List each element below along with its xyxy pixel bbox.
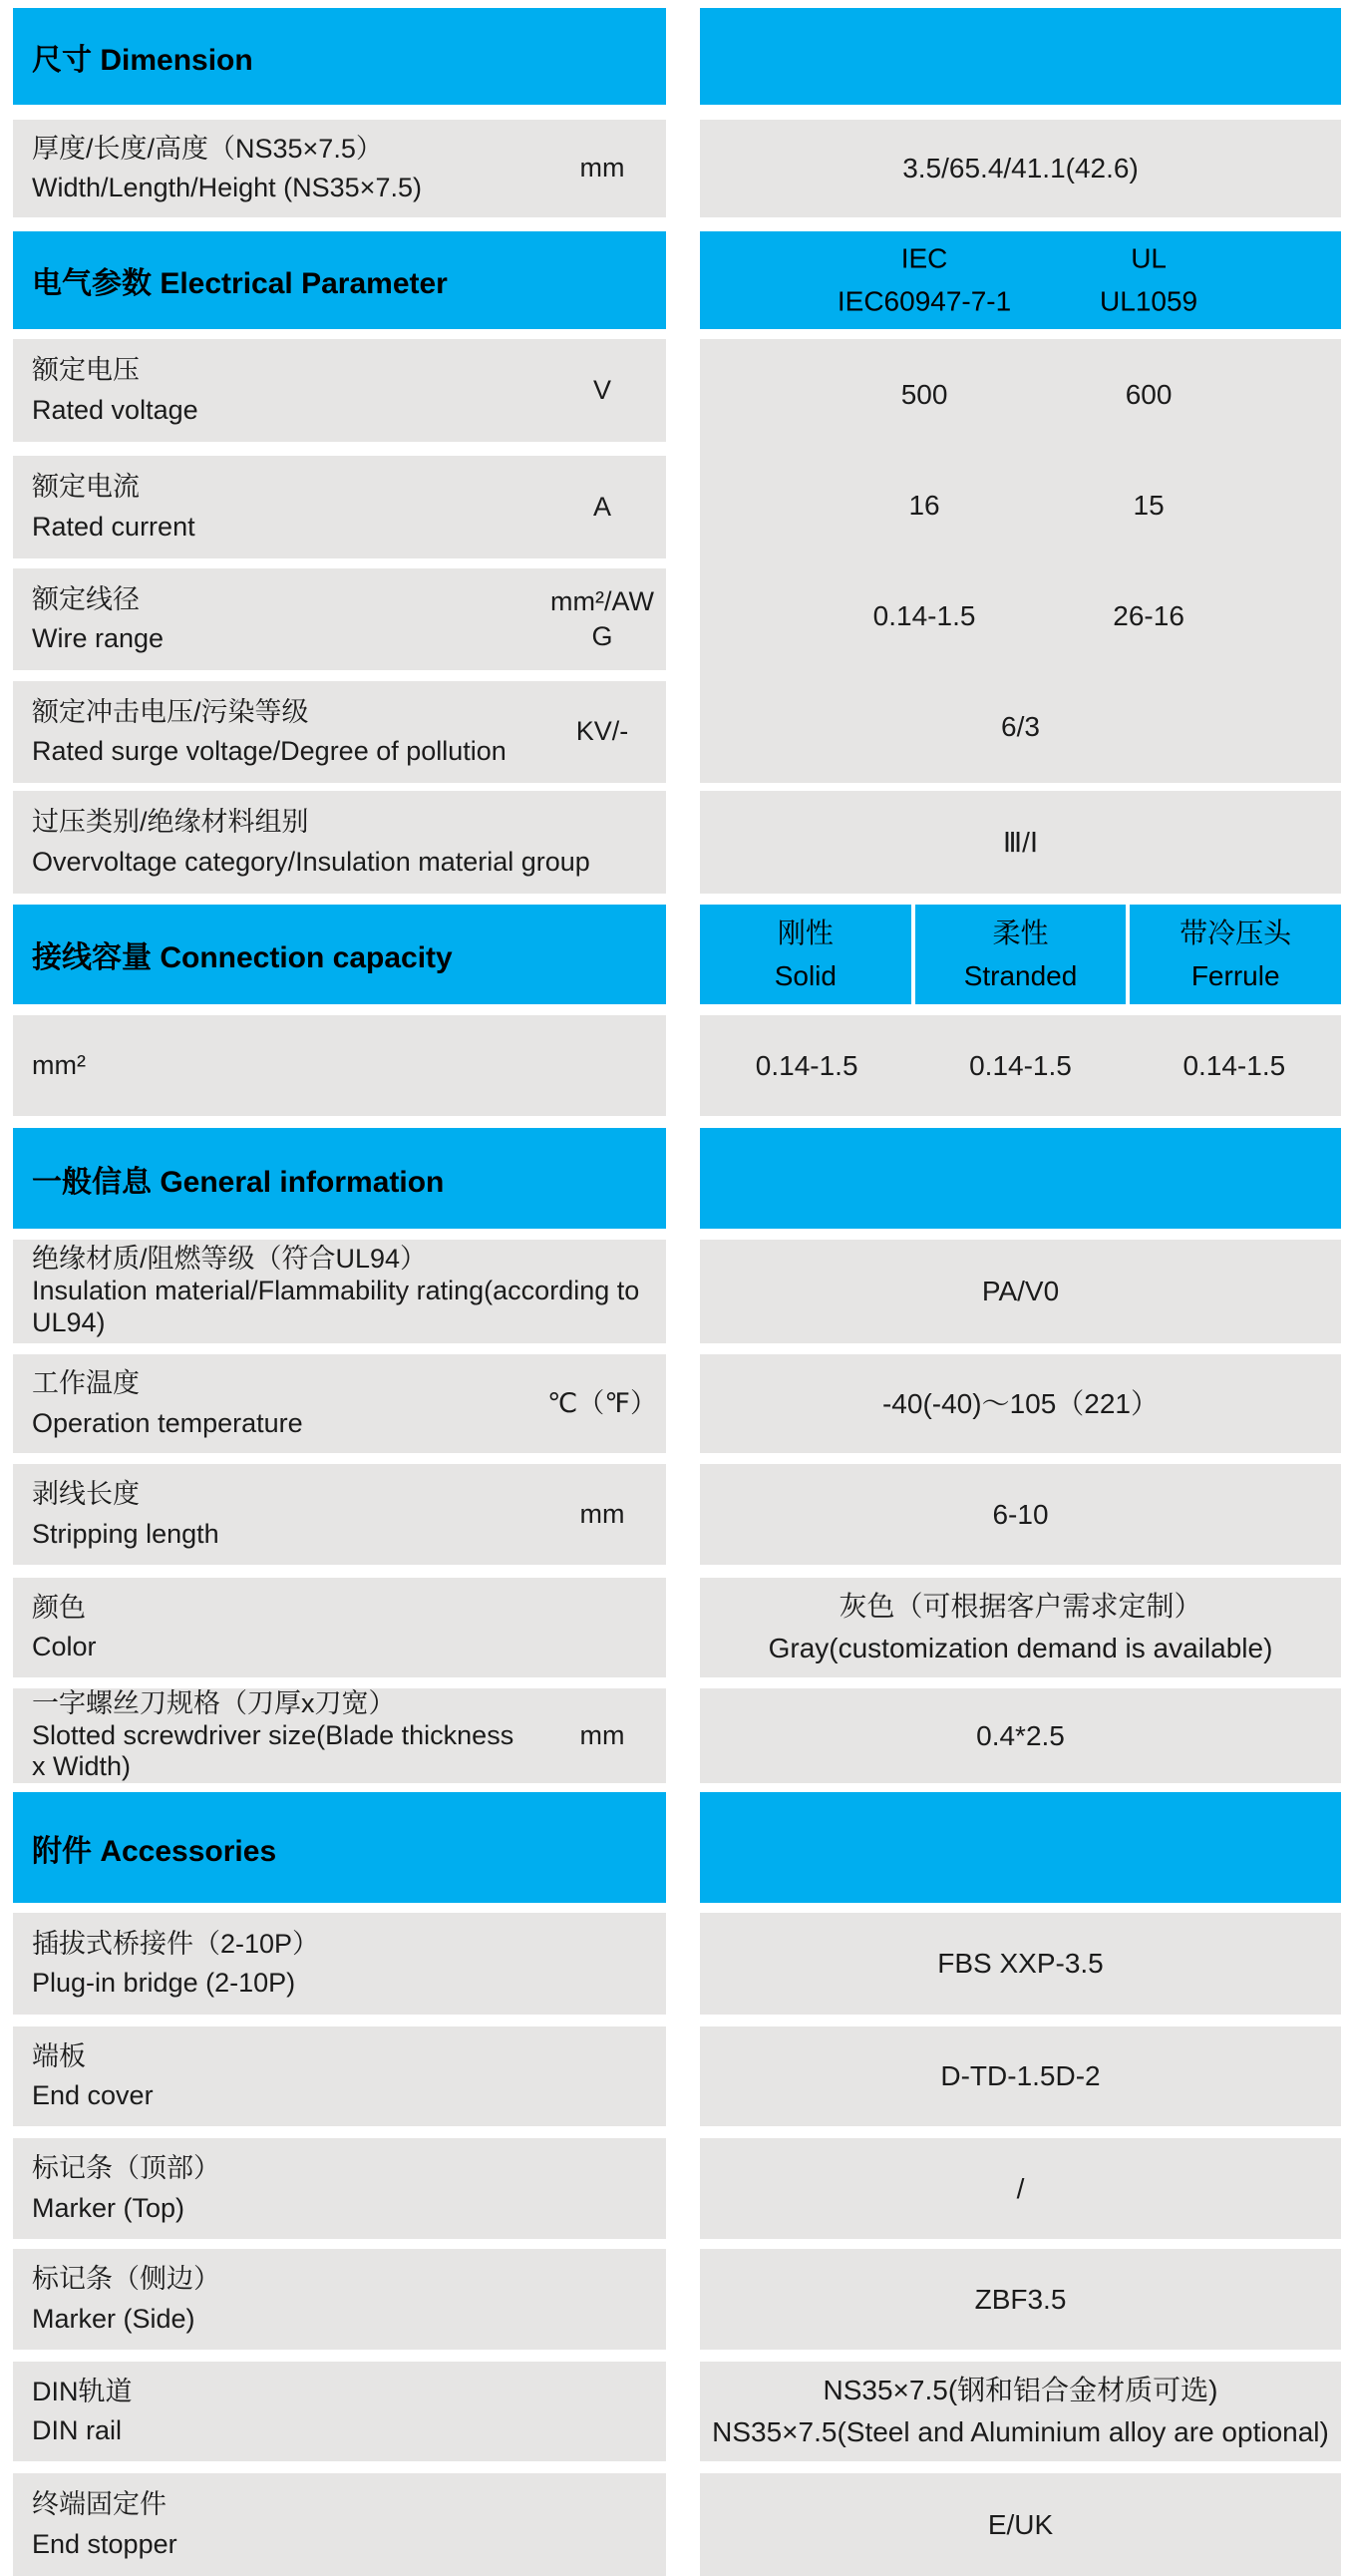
marker-side-label-cell	[13, 2249, 666, 2350]
current-row-label-cell	[13, 456, 666, 558]
current-ul-value: 15	[1133, 489, 1165, 521]
stripping-label-zh: 剥线长度	[32, 1479, 140, 1510]
surge-row-label-cell	[13, 681, 666, 783]
end-stopper-value: E/UK	[987, 2508, 1054, 2540]
marker-side-value: ZBF3.5	[974, 2283, 1067, 2315]
size-label-en: Width/Length/Height (NS35×7.5)	[32, 173, 422, 202]
column-stranded-zh: 柔性	[992, 917, 1049, 948]
wire-row-labels	[32, 580, 538, 658]
end-stopper-label-zh: 终端固定件	[32, 2489, 167, 2520]
din-rail-value	[712, 2370, 1329, 2453]
voltage-label-en: Rated voltage	[32, 394, 198, 425]
stripping-unit: mm	[579, 1498, 625, 1529]
ul-standard-stack	[1100, 237, 1197, 324]
endcover-label-cell	[13, 2026, 666, 2126]
din-rail-row	[13, 2362, 1341, 2461]
din-rail-label-zh: DIN轨道	[32, 2376, 133, 2406]
marker-side-row	[13, 2249, 1341, 2350]
bridge-label-cell	[13, 1913, 666, 2015]
wire-ul-value: 26-16	[1113, 600, 1184, 632]
wire-label-en: Wire range	[32, 623, 165, 653]
capacity-solid-value: 0.14-1.5	[755, 1049, 858, 1081]
bridge-value: FBS XXP-3.5	[937, 1948, 1104, 1979]
insulation-label-en: Insulation material/Flammability rating(according to UL94)	[32, 1276, 640, 1337]
marker-top-value-cell	[700, 2138, 1341, 2239]
electrical-section-header	[13, 231, 666, 329]
capacity-label: mm²	[32, 1049, 86, 1080]
bridge-label-en: Plug-in bridge (2-10P)	[32, 1968, 296, 1998]
wire-iec-value: 0.14-1.5	[872, 600, 976, 632]
overvoltage-value: Ⅲ/Ⅰ	[1002, 826, 1039, 858]
endcover-row	[13, 2026, 1341, 2126]
size-row-label-cell	[13, 120, 666, 217]
temperature-row	[13, 1354, 1341, 1453]
size-value-cell	[700, 120, 1341, 217]
insulation-value-cell	[700, 1240, 1341, 1343]
size-unit: mm	[579, 153, 625, 184]
insulation-value: PA/V0	[981, 1276, 1060, 1306]
ul-standard: UL1059	[1100, 286, 1198, 317]
voltage-ul-value: 600	[1125, 378, 1173, 410]
surge-label-zh: 额定冲击电压/污染等级	[32, 696, 309, 727]
accessories-header-text: 附件 Accessories	[32, 1834, 277, 1868]
surge-unit: KV/-	[575, 716, 629, 747]
dimension-header-band	[13, 8, 1341, 105]
column-solid-zh: 刚性	[777, 917, 834, 948]
voltage-label-zh: 额定电压	[32, 355, 140, 386]
stripping-value: 6-10	[992, 1498, 1049, 1530]
general-section-header	[13, 1128, 666, 1229]
end-stopper-label-en: End stopper	[32, 2528, 177, 2559]
overvoltage-label-en: Overvoltage category/Insulation material group	[32, 846, 590, 877]
marker-top-row	[13, 2138, 1341, 2239]
bridge-row	[13, 1913, 1341, 2015]
din-rail-value-zh: NS35×7.5(钢和铝合金材质可选)	[823, 2375, 1218, 2405]
bridge-label-zh: 插拔式桥接件（2-10P）	[32, 1928, 320, 1959]
column-stranded	[915, 905, 1127, 1004]
voltage-values-row	[700, 339, 1341, 450]
screwdriver-row	[13, 1688, 1341, 1783]
marker-top-labels	[32, 2149, 666, 2227]
stripping-labels	[32, 1475, 538, 1553]
connection-header-text: 接线容量 Connection capacity	[32, 941, 453, 974]
end-stopper-labels	[32, 2485, 666, 2563]
temperature-label-en: Operation temperature	[32, 1407, 303, 1438]
overvoltage-labels	[32, 803, 666, 881]
screwdriver-labels	[32, 1688, 538, 1784]
accessories-section-header	[13, 1792, 666, 1903]
endcover-label-en: End cover	[32, 2080, 154, 2110]
general-header-band	[13, 1128, 1341, 1229]
endcover-label-zh: 端板	[32, 2040, 86, 2071]
connection-section-header	[13, 905, 666, 1004]
capacity-row	[13, 1015, 1341, 1116]
electrical-values-panel	[700, 339, 1341, 783]
end-stopper-row	[13, 2473, 1341, 2576]
marker-side-value-cell	[700, 2249, 1341, 2350]
voltage-iec-value: 500	[900, 378, 948, 410]
overvoltage-label-cell	[13, 791, 666, 894]
color-label-zh: 颜色	[32, 1592, 86, 1623]
electrical-header-band	[13, 231, 1341, 329]
iec-standard: IEC60947-7-1	[837, 286, 1012, 317]
dimension-header-spacer	[700, 8, 1341, 105]
iec-name: IEC	[900, 242, 948, 274]
current-label-en: Rated current	[32, 511, 195, 542]
column-ferrule	[1130, 905, 1341, 1004]
column-ferrule-en: Ferrule	[1190, 960, 1280, 991]
electrical-left-column	[13, 339, 666, 783]
endcover-labels	[32, 2037, 666, 2115]
screwdriver-label-en: Slotted screwdriver size(Blade thickness x Width)	[32, 1719, 514, 1782]
marker-side-label-en: Marker (Side)	[32, 2303, 195, 2334]
column-ferrule-zh: 带冷压头	[1180, 917, 1292, 948]
column-stranded-en: Stranded	[963, 960, 1078, 991]
screwdriver-value-cell	[700, 1688, 1341, 1783]
capacity-ferrule-value: 0.14-1.5	[1182, 1049, 1286, 1081]
insulation-labels	[32, 1244, 666, 1339]
din-rail-label-en: DIN rail	[32, 2415, 123, 2445]
current-values-row	[700, 450, 1341, 560]
overvoltage-row	[13, 791, 1341, 894]
size-label-zh: 厚度/长度/高度（NS35×7.5）	[32, 133, 383, 164]
size-row-labels	[32, 130, 538, 207]
capacity-label-cell	[13, 1015, 666, 1116]
insulation-label-zh: 绝缘材质/阻燃等级（符合UL94）	[32, 1244, 428, 1275]
stripping-value-cell	[700, 1464, 1341, 1565]
general-header-text: 一般信息 General information	[32, 1165, 445, 1199]
din-rail-label-cell	[13, 2362, 666, 2461]
iec-standard-stack	[838, 237, 1011, 324]
electrical-rows-band	[13, 339, 1341, 783]
marker-top-label-en: Marker (Top)	[32, 2192, 185, 2223]
wire-unit: mm²/AWG	[550, 585, 654, 651]
color-value-cell	[700, 1578, 1341, 1677]
ul-name: UL	[1131, 242, 1167, 274]
insulation-label-cell	[13, 1240, 666, 1343]
marker-top-label-cell	[13, 2138, 666, 2239]
stripping-label-cell	[13, 1464, 666, 1565]
stripping-label-en: Stripping length	[32, 1518, 219, 1549]
general-header-spacer	[700, 1128, 1341, 1229]
screwdriver-label-zh: 一字螺丝刀规格（刀厚x刀宽）	[32, 1687, 396, 1718]
voltage-unit: V	[592, 374, 611, 405]
dimension-section-header	[13, 8, 666, 105]
endcover-value: D-TD-1.5D-2	[940, 2060, 1101, 2091]
current-label-zh: 额定电流	[32, 472, 140, 503]
size-row	[13, 120, 1341, 217]
temperature-label-cell	[13, 1354, 666, 1453]
din-rail-value-en: NS35×7.5(Steel and Aluminium alloy are optional)	[712, 2416, 1329, 2447]
overvoltage-value-cell	[700, 791, 1341, 894]
marker-side-label-zh: 标记条（侧边）	[32, 2264, 220, 2295]
standards-header-cell	[700, 231, 1341, 329]
surge-label-en: Rated surge voltage/Degree of pollution	[32, 736, 506, 766]
din-rail-value-cell	[700, 2362, 1341, 2461]
current-row-labels	[32, 468, 538, 546]
current-iec-value: 16	[908, 489, 940, 521]
color-labels	[32, 1589, 666, 1666]
color-label-en: Color	[32, 1632, 97, 1661]
accessories-header-spacer	[700, 1792, 1341, 1903]
color-row	[13, 1578, 1341, 1677]
marker-top-label-zh: 标记条（顶部）	[32, 2153, 220, 2184]
capacity-stranded-value: 0.14-1.5	[969, 1049, 1072, 1081]
endcover-value-cell	[700, 2026, 1341, 2126]
end-stopper-value-cell	[700, 2473, 1341, 2576]
size-value: 3.5/65.4/41.1(42.6)	[902, 153, 1139, 184]
temperature-unit: ℃（℉）	[546, 1387, 658, 1418]
marker-top-value: /	[1016, 2172, 1025, 2204]
surge-value-row	[700, 672, 1341, 783]
connection-header-band	[13, 905, 1341, 1004]
color-value-zh: 灰色（可根据客户需求定制）	[839, 1591, 1202, 1622]
color-label-cell	[13, 1578, 666, 1677]
connection-columns-header	[700, 905, 1341, 1004]
din-rail-labels	[32, 2373, 666, 2450]
stripping-row	[13, 1464, 1341, 1565]
column-solid	[700, 905, 911, 1004]
capacity-values-cell	[700, 1015, 1341, 1116]
voltage-row-labels	[32, 351, 538, 429]
screwdriver-value: 0.4*2.5	[976, 1719, 1065, 1751]
wire-row-label-cell	[13, 568, 666, 670]
accessories-header-band	[13, 1792, 1341, 1903]
voltage-row-label-cell	[13, 339, 666, 442]
surge-row-labels	[32, 693, 538, 771]
temperature-value-cell	[700, 1354, 1341, 1453]
end-stopper-label-cell	[13, 2473, 666, 2576]
insulation-row	[13, 1240, 1341, 1343]
current-unit: A	[592, 491, 611, 522]
temperature-label-zh: 工作温度	[32, 1368, 140, 1399]
wire-label-zh: 额定线径	[32, 583, 140, 614]
column-solid-en: Solid	[774, 960, 837, 991]
bridge-value-cell	[700, 1913, 1341, 2015]
temperature-value: -40(-40)～105（221）	[881, 1387, 1160, 1419]
overvoltage-label-zh: 过压类别/绝缘材料组别	[32, 807, 309, 838]
dimension-header-text: 尺寸 Dimension	[32, 43, 253, 77]
temperature-labels	[32, 1364, 538, 1442]
color-value	[769, 1586, 1273, 1669]
marker-side-labels	[32, 2260, 666, 2338]
screwdriver-unit: mm	[579, 1719, 625, 1750]
screwdriver-label-cell	[13, 1688, 666, 1783]
surge-value: 6/3	[1001, 711, 1040, 743]
wire-values-row	[700, 561, 1341, 672]
color-value-en: Gray(customization demand is available)	[768, 1633, 1273, 1663]
bridge-labels	[32, 1925, 666, 2003]
electrical-header-text: 电气参数 Electrical Parameter	[32, 267, 448, 300]
